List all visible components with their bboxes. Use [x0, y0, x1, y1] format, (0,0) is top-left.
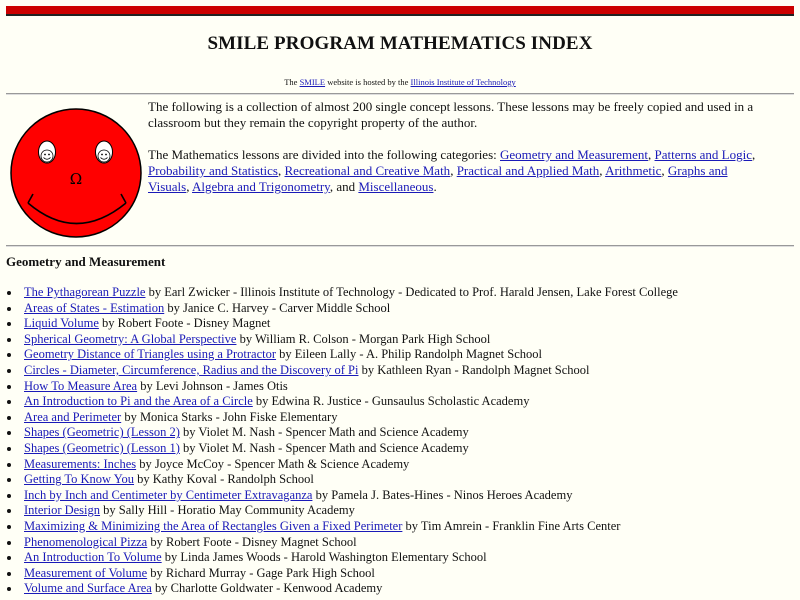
lesson-author: by Kathleen Ryan - Randolph Magnet School: [358, 362, 590, 377]
lesson-link[interactable]: Measurement of Volume: [24, 565, 148, 580]
lesson-link[interactable]: The Pythagorean Puzzle: [24, 285, 146, 299]
hosted-prefix: The: [284, 77, 300, 87]
lesson-author: by Levi Johnson - James Otis: [137, 378, 288, 393]
list-item: [0, 301, 678, 317]
category-link-arithmetic[interactable]: Arithmetic: [605, 163, 662, 178]
smile-link[interactable]: SMILE: [299, 77, 326, 87]
lesson-link[interactable]: An Introduction to Pi and the Area of a Circle: [24, 394, 253, 409]
category-link-algebra[interactable]: Algebra and Trigonometry: [192, 179, 330, 194]
lesson-author: by Monica Starks - John Fiske Elementary: [121, 409, 338, 424]
list-item: [0, 394, 678, 410]
list-item: [0, 316, 678, 332]
lesson-author: by Robert Foote - Disney Magnet: [98, 316, 271, 331]
list-item: [0, 581, 678, 597]
lesson-list: [0, 285, 678, 597]
sep: ,: [186, 179, 193, 194]
sep: ,: [278, 163, 285, 178]
bullet-icon: [7, 478, 11, 482]
iit-link[interactable]: Illinois Institute of Technology: [410, 77, 516, 87]
lesson-link[interactable]: Volume and Surface Area: [24, 581, 152, 596]
list-item: [0, 379, 678, 395]
category-link-geometry[interactable]: Geometry and Measurement: [500, 147, 649, 162]
bullet-icon: [7, 463, 11, 467]
section-title: Geometry and Measurement: [6, 254, 166, 269]
lesson-author: by Charlotte Goldwater - Kenwood Academy: [151, 581, 383, 596]
page-title: SMILE PROGRAM MATHEMATICS INDEX: [207, 33, 593, 54]
list-item: [0, 425, 678, 441]
bullet-icon: [7, 291, 11, 295]
category-link-misc[interactable]: Miscellaneous: [358, 179, 434, 194]
bullet-icon: [7, 572, 11, 576]
lesson-link[interactable]: Shapes (Geometric) (Lesson 1): [24, 440, 180, 455]
lesson-author: by Earl Zwicker - Illinois Institute of Technology - Dedicated to Prof. Harald Jensen, Lake Forest College: [145, 285, 678, 299]
lesson-link[interactable]: Getting To Know You: [24, 472, 135, 487]
lesson-author: by Violet M. Nash - Spencer Math and Science Academy: [179, 440, 469, 455]
smiley-logo: [8, 106, 144, 240]
list-item: [0, 550, 678, 566]
lesson-link[interactable]: Spherical Geometry: A Global Perspective: [24, 331, 237, 346]
lesson-author: by Richard Murray - Gage Park High School: [147, 565, 375, 580]
lesson-link[interactable]: Measurements: Inches: [24, 456, 137, 471]
bullet-icon: [7, 338, 11, 342]
category-link-probability[interactable]: Probability and Statistics: [148, 163, 278, 178]
hosted-middle: website is hosted by the: [325, 77, 411, 87]
bullet-icon: [7, 385, 11, 389]
list-item: [0, 441, 678, 457]
bullet-icon: [7, 541, 11, 545]
lesson-author: by Robert Foote - Disney Magnet School: [147, 534, 357, 549]
bullet-icon: [7, 587, 11, 591]
sep: ,: [661, 163, 668, 178]
lesson-author: by Linda James Woods - Harold Washington Elementary School: [161, 550, 487, 565]
sep: ,: [648, 147, 655, 162]
lesson-link[interactable]: Interior Design: [24, 503, 101, 518]
hosted-by-line: [0, 77, 800, 87]
period: .: [433, 179, 437, 194]
category-link-graphs[interactable]: Graphs and Visuals: [148, 163, 728, 194]
lesson-author: by Edwina R. Justice - Gunsaulus Scholastic Academy: [252, 394, 530, 409]
lesson-link[interactable]: How To Measure Area: [24, 378, 138, 393]
lesson-link[interactable]: An Introduction To Volume: [24, 550, 162, 565]
lesson-link[interactable]: Inch by Inch and Centimeter by Centimeter Extravaganza: [24, 487, 313, 502]
divider-middle: [6, 245, 794, 247]
intro-paragraph-1: The following is a collection of almost 200 single concept lessons. These lessons may be freely copied and used in a classroom but they remain the copyright property of the author.: [148, 99, 754, 130]
bullet-icon: [7, 447, 11, 451]
lesson-author: by Sally Hill - Horatio May Community Academy: [100, 503, 355, 518]
category-link-recreational[interactable]: Recreational and Creative Math: [284, 163, 451, 178]
lesson-link[interactable]: Areas of States - Estimation: [24, 300, 165, 315]
lesson-link[interactable]: Maximizing & Minimizing the Area of Rectangles Given a Fixed Perimeter: [24, 518, 403, 533]
bullet-icon: [7, 494, 11, 498]
lesson-author: by Pamela J. Bates-Hines - Ninos Heroes Academy: [312, 487, 573, 502]
bullet-icon: [7, 416, 11, 420]
divider-top: [6, 93, 794, 95]
lesson-author: by Janice C. Harvey - Carver Middle School: [164, 300, 391, 315]
lesson-link[interactable]: Area and Perimeter: [24, 409, 122, 424]
intro-paragraph-2: [148, 147, 768, 195]
lesson-author: by Eileen Lally - A. Philip Randolph Magnet School: [276, 347, 542, 362]
lesson-link[interactable]: Circles - Diameter, Circumference, Radius and the Discovery of Pi: [24, 362, 359, 377]
list-item: [0, 332, 678, 348]
bullet-icon: [7, 322, 11, 326]
top-red-bar: [6, 6, 794, 16]
lesson-author: by Kathy Koval - Randolph School: [134, 472, 314, 487]
and-sep: , and: [329, 179, 359, 194]
list-item: [0, 472, 678, 488]
lesson-link[interactable]: Shapes (Geometric) (Lesson 2): [24, 425, 180, 440]
bullet-icon: [7, 509, 11, 513]
intro-text: [148, 99, 768, 211]
sep: ,: [752, 147, 756, 162]
bullet-icon: [7, 400, 11, 404]
smiley-face-icon: [8, 106, 144, 240]
list-item: [0, 363, 678, 379]
bullet-icon: [7, 525, 11, 529]
lesson-author: by Joyce McCoy - Spencer Math & Science Academy: [136, 456, 410, 471]
bullet-icon: [7, 307, 11, 311]
list-item: [0, 457, 678, 473]
lesson-link[interactable]: Geometry Distance of Triangles using a Protractor: [24, 347, 277, 362]
bullet-icon: [7, 353, 11, 357]
lesson-link[interactable]: Phenomenological Pizza: [24, 534, 148, 549]
list-item: [0, 285, 678, 301]
list-item: [0, 566, 678, 582]
bullet-icon: [7, 431, 11, 435]
lesson-author: by Violet M. Nash - Spencer Math and Science Academy: [179, 425, 469, 440]
category-link-practical[interactable]: Practical and Applied Math: [456, 163, 600, 178]
list-item: [0, 535, 678, 551]
list-item: [0, 503, 678, 519]
list-item: [0, 410, 678, 426]
list-item: [0, 347, 678, 363]
lesson-author: by Tim Amrein - Franklin Fine Arts Center: [402, 518, 621, 533]
sep: ,: [450, 163, 457, 178]
list-item: [0, 488, 678, 504]
list-item: [0, 519, 678, 535]
lesson-author: by William R. Colson - Morgan Park High School: [236, 331, 491, 346]
category-link-patterns[interactable]: Patterns and Logic: [654, 147, 752, 162]
bullet-icon: [7, 369, 11, 373]
bullet-icon: [7, 556, 11, 560]
categories-intro: The Mathematics lessons are divided into the following categories:: [148, 147, 500, 162]
sep: ,: [599, 163, 606, 178]
lesson-link[interactable]: Liquid Volume: [24, 316, 99, 331]
omega-nose: Ω: [69, 170, 83, 188]
